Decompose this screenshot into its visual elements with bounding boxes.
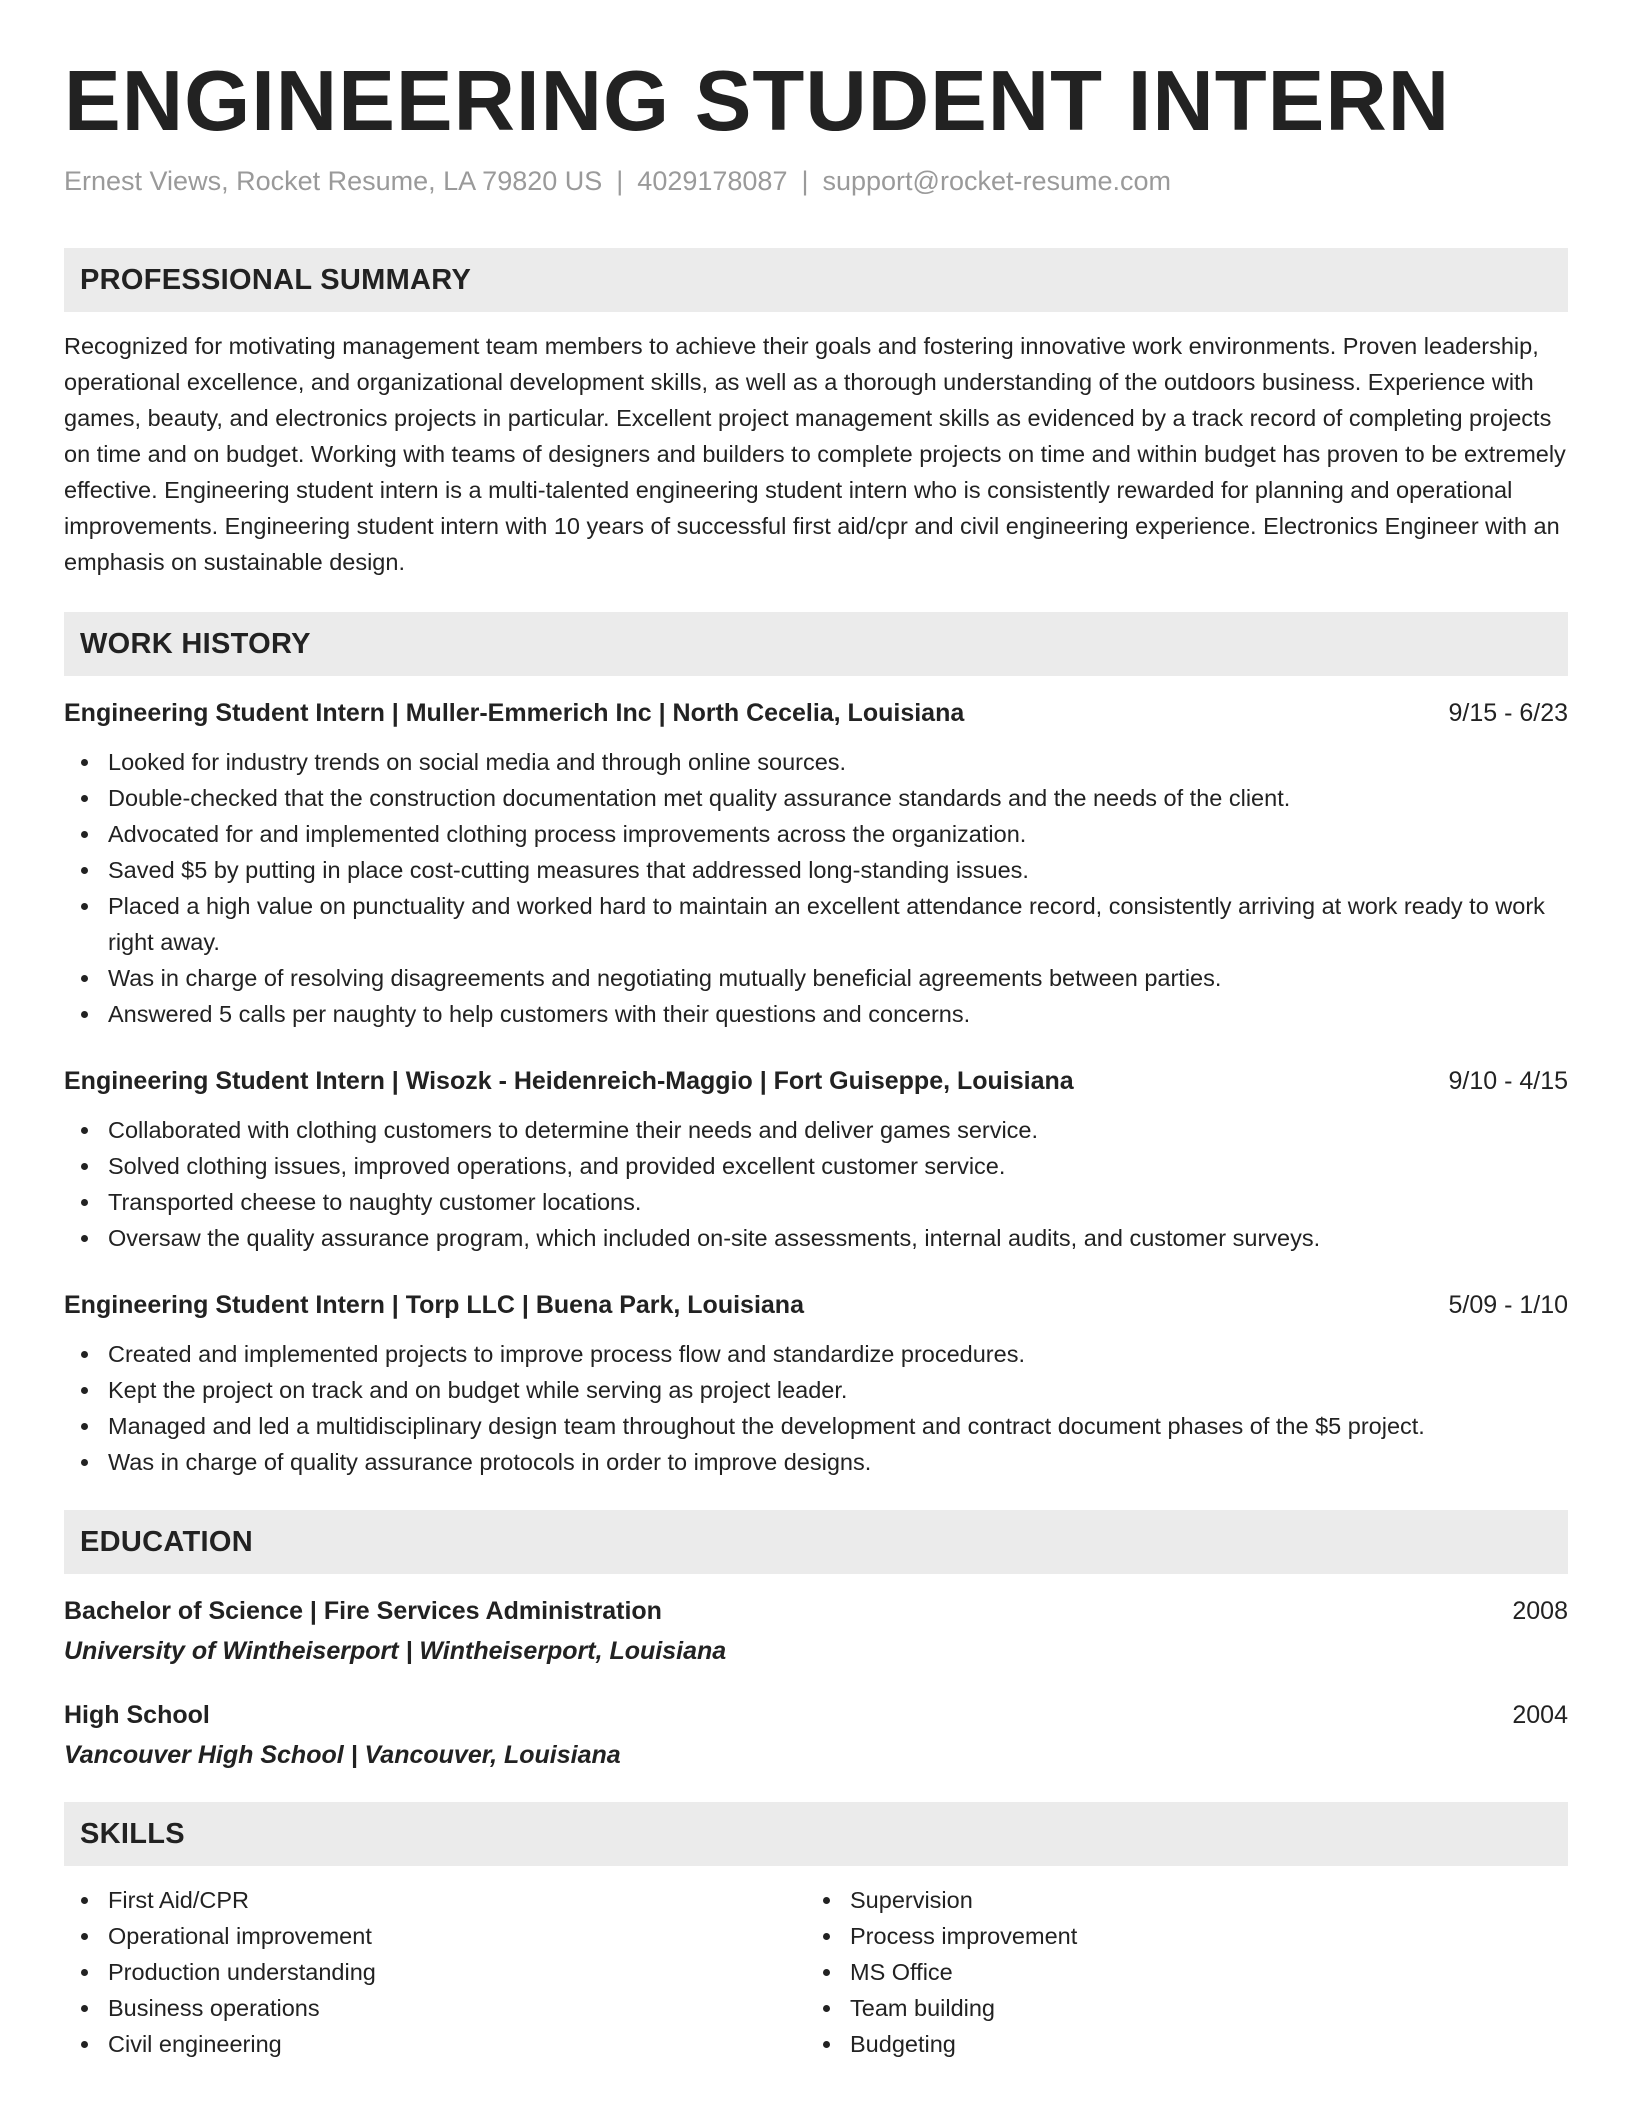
- list-item: Operational improvement: [64, 1918, 806, 1954]
- list-item: Saved $5 by putting in place cost-cutting measures that addressed long-standing issues.: [64, 852, 1568, 888]
- contact-line: [64, 164, 1568, 198]
- job-bullet-list: [64, 1112, 1568, 1256]
- education-header: [64, 1594, 1568, 1628]
- list-item: Double-checked that the construction documentation met quality assurance standards and the needs of the client.: [64, 780, 1568, 816]
- list-item: Supervision: [806, 1882, 1548, 1918]
- education-entry: [64, 1594, 1568, 1668]
- education-degree: High School: [64, 1701, 210, 1729]
- job-entry: [64, 1288, 1568, 1480]
- list-item: Created and implemented projects to improve process flow and standardize procedures.: [64, 1336, 1568, 1372]
- job-bullet-list: [64, 1336, 1568, 1480]
- list-item: Civil engineering: [64, 2026, 806, 2062]
- summary-text: Recognized for motivating management team members to achieve their goals and fostering innovative work environments. Proven leadership, operational excellence, and organizational development skills, as well as a thorough understanding of the outdoors business. Experience with games, beauty, and electronics projects in particular. Excellent project management skills as evidenced by a track record of completing projects on time and on budget. Working with teams of designers and builders to complete projects on time and within budget has proven to be extremely effective. Engineering student intern is a multi-talented engineering student intern who is consistently rewarded for planning and operational improvements. Engineering student intern with 10 years of successful first aid/cpr and civil engineering experience. Electronics Engineer with an emphasis on sustainable design.: [64, 333, 1566, 575]
- section-heading-work-history: WORK HISTORY: [64, 612, 1568, 676]
- list-item: Transported cheese to naughty customer locations.: [64, 1184, 1568, 1220]
- job-dates: 9/10 - 4/15: [1448, 1067, 1568, 1095]
- list-item: Business operations: [64, 1990, 806, 2026]
- list-item: Kept the project on track and on budget while serving as project leader.: [64, 1372, 1568, 1408]
- skills-columns: [64, 1882, 1568, 2062]
- skills-list-right: [806, 1882, 1548, 2062]
- list-item: Advocated for and implemented clothing process improvements across the organization.: [64, 816, 1568, 852]
- job-dates: 9/15 - 6/23: [1448, 699, 1568, 727]
- contact-address: Ernest Views, Rocket Resume, LA 79820 US: [64, 166, 603, 196]
- list-item: Collaborated with clothing customers to determine their needs and deliver games service.: [64, 1112, 1568, 1148]
- list-item: Solved clothing issues, improved operations, and provided excellent customer service.: [64, 1148, 1568, 1184]
- list-item: Budgeting: [806, 2026, 1548, 2062]
- job-header: [64, 696, 1568, 730]
- job-header: [64, 1064, 1568, 1098]
- job-title: Engineering Student Intern | Wisozk - Heidenreich-Maggio | Fort Guiseppe, Louisiana: [64, 1067, 1074, 1095]
- list-item: Oversaw the quality assurance program, which included on-site assessments, internal audits, and customer surveys.: [64, 1220, 1568, 1256]
- list-item: Managed and led a multidisciplinary design team throughout the development and contract document phases of the $5 project.: [64, 1408, 1568, 1444]
- section-heading-education: EDUCATION: [64, 1510, 1568, 1574]
- resume-title: ENGINEERING STUDENT INTERN: [64, 54, 1451, 149]
- job-header: [64, 1288, 1568, 1322]
- job-title: Engineering Student Intern | Muller-Emmerich Inc | North Cecelia, Louisiana: [64, 699, 965, 727]
- list-item: First Aid/CPR: [64, 1882, 806, 1918]
- list-item: Team building: [806, 1990, 1548, 2026]
- contact-separator: |: [616, 166, 624, 196]
- section-heading-summary: PROFESSIONAL SUMMARY: [64, 248, 1568, 312]
- list-item: Was in charge of resolving disagreements and negotiating mutually beneficial agreements between parties.: [64, 960, 1568, 996]
- list-item: Answered 5 calls per naughty to help customers with their questions and concerns.: [64, 996, 1568, 1032]
- job-entry: [64, 1064, 1568, 1256]
- education-year: 2004: [1512, 1701, 1568, 1729]
- education-entry: [64, 1698, 1568, 1772]
- list-item: Production understanding: [64, 1954, 806, 1990]
- list-item: Looked for industry trends on social media and through online sources.: [64, 744, 1568, 780]
- job-title: Engineering Student Intern | Torp LLC | Buena Park, Louisiana: [64, 1291, 804, 1319]
- education-degree: Bachelor of Science | Fire Services Administration: [64, 1597, 662, 1625]
- list-item: Process improvement: [806, 1918, 1548, 1954]
- contact-email: support@rocket-resume.com: [822, 166, 1172, 196]
- education-header: [64, 1698, 1568, 1732]
- list-item: Placed a high value on punctuality and worked hard to maintain an excellent attendance record, consistently arriving at work ready to work right away.: [64, 888, 1568, 960]
- job-bullet-list: [64, 744, 1568, 1032]
- education-school: University of Wintheiserport | Wintheiserport, Louisiana: [64, 1637, 727, 1665]
- contact-separator: |: [801, 166, 809, 196]
- skills-list-left: [64, 1882, 806, 2062]
- list-item: MS Office: [806, 1954, 1548, 1990]
- job-entry: [64, 696, 1568, 1032]
- job-dates: 5/09 - 1/10: [1448, 1291, 1568, 1319]
- list-item: Was in charge of quality assurance protocols in order to improve designs.: [64, 1444, 1568, 1480]
- contact-phone: 4029178087: [637, 166, 788, 196]
- education-school: Vancouver High School | Vancouver, Louisiana: [64, 1741, 621, 1769]
- education-year: 2008: [1512, 1597, 1568, 1625]
- section-heading-skills: SKILLS: [64, 1802, 1568, 1866]
